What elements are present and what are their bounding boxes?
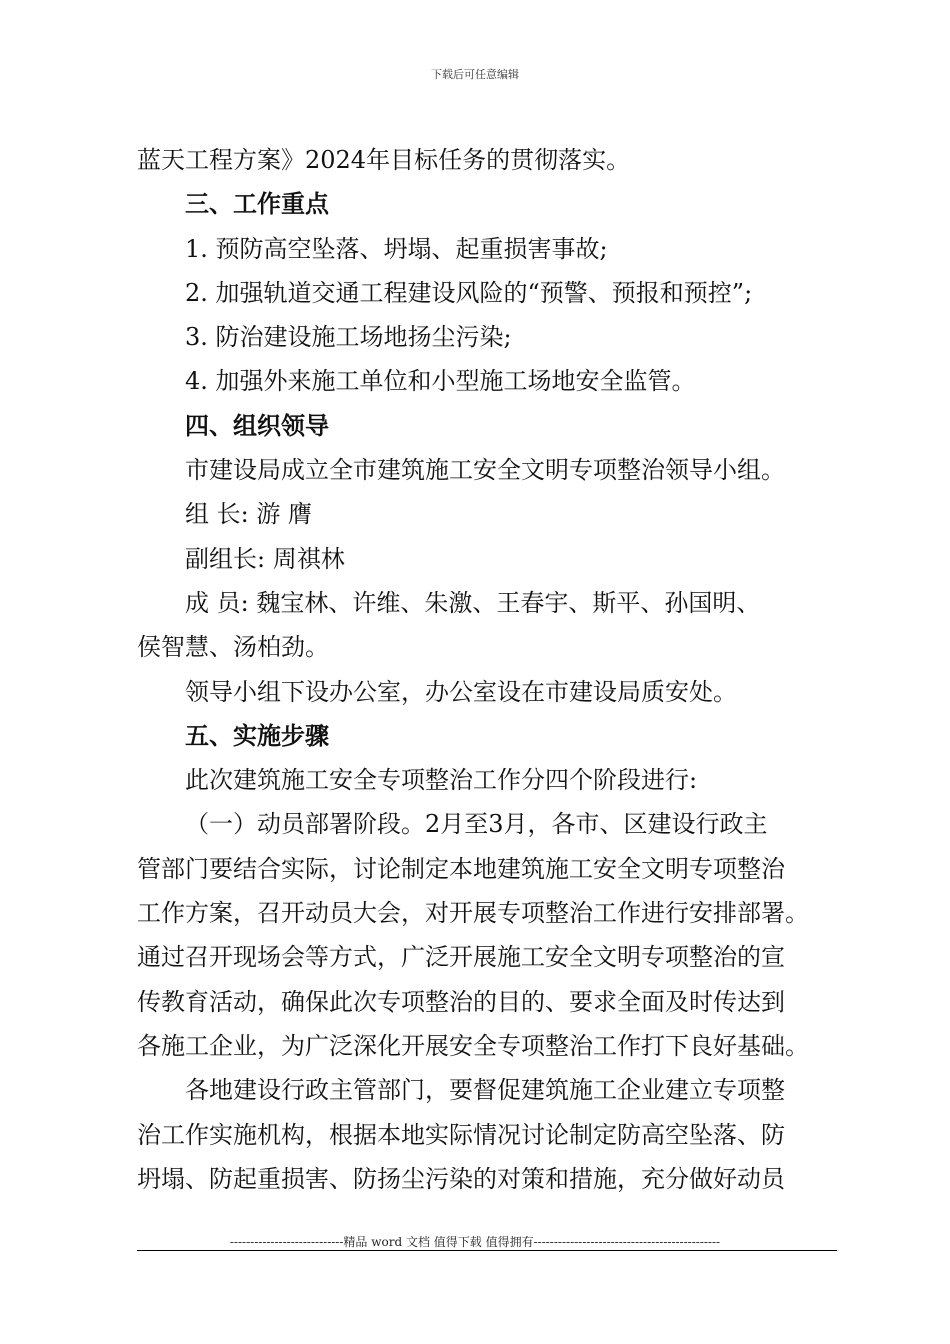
body-line: 此次建筑施工安全专项整治工作分四个阶段进行: — [185, 766, 698, 795]
section-heading: 四、组织领导 — [185, 410, 329, 440]
members-line: 成 员: 魏宝林、许维、朱激、王春宇、斯平、孙国明、 — [185, 588, 761, 617]
body-line: 各地建设行政主管部门，要督促建筑施工企业建立专项整 — [185, 1076, 785, 1105]
body-line: 各施工企业，为广泛深化开展安全专项整治工作打下良好基础。 — [137, 1031, 809, 1060]
page-header: 下载后可任意编辑 — [431, 68, 519, 81]
list-item: 2. 加强轨道交通工程建设风险的“预警、预报和预控”; — [185, 278, 753, 307]
body-line: 治工作实施机构，根据本地实际情况讨论制定防高空坠落、防 — [137, 1120, 785, 1149]
deputy-leader-line: 副组长: 周祺林 — [185, 544, 345, 573]
body-line: 传教育活动，确保此次专项整治的目的、要求全面及时传达到 — [137, 987, 785, 1016]
body-line: 通过召开现场会等方式，广泛开展施工安全文明专项整治的宣 — [137, 943, 785, 972]
section-heading: 五、实施步骤 — [185, 720, 329, 750]
body-line: 蓝天工程方案》2024年目标任务的贯彻落实。 — [137, 146, 631, 174]
body-line: 工作方案，召开动员大会，对开展专项整治工作进行安排部署。 — [137, 899, 809, 928]
list-item: 4. 加强外来施工单位和小型施工场地安全监管。 — [185, 367, 696, 396]
list-item: 3. 防治建设施工场地扬尘污染; — [185, 323, 512, 352]
body-line: 市建设局成立全市建筑施工安全文明专项整治领导小组。 — [185, 456, 785, 485]
page-footer: ----------------------------精品 word 文档 值得下载 值得拥有---------------------------------------------- — [229, 1235, 721, 1249]
body-line: 坍塌、防起重损害、防扬尘污染的对策和措施，充分做好动员 — [137, 1164, 785, 1193]
body-line: 领导小组下设办公室，办公室设在市建设局质安处。 — [185, 677, 737, 706]
footer-divider — [137, 1250, 837, 1251]
section-heading: 三、工作重点 — [185, 189, 329, 219]
members-line-continued: 侯智慧、汤柏劲。 — [137, 633, 329, 662]
list-item: 1. 预防高空坠落、坍塌、起重损害事故; — [185, 234, 608, 263]
document-body — [137, 138, 837, 1201]
leader-line: 组 长: 游 膺 — [185, 500, 312, 529]
body-line: 管部门要结合实际，讨论制定本地建筑施工安全文明专项整治 — [137, 854, 785, 883]
body-line: （一）动员部署阶段。2月至3月，各市、区建设行政主 — [185, 810, 768, 839]
